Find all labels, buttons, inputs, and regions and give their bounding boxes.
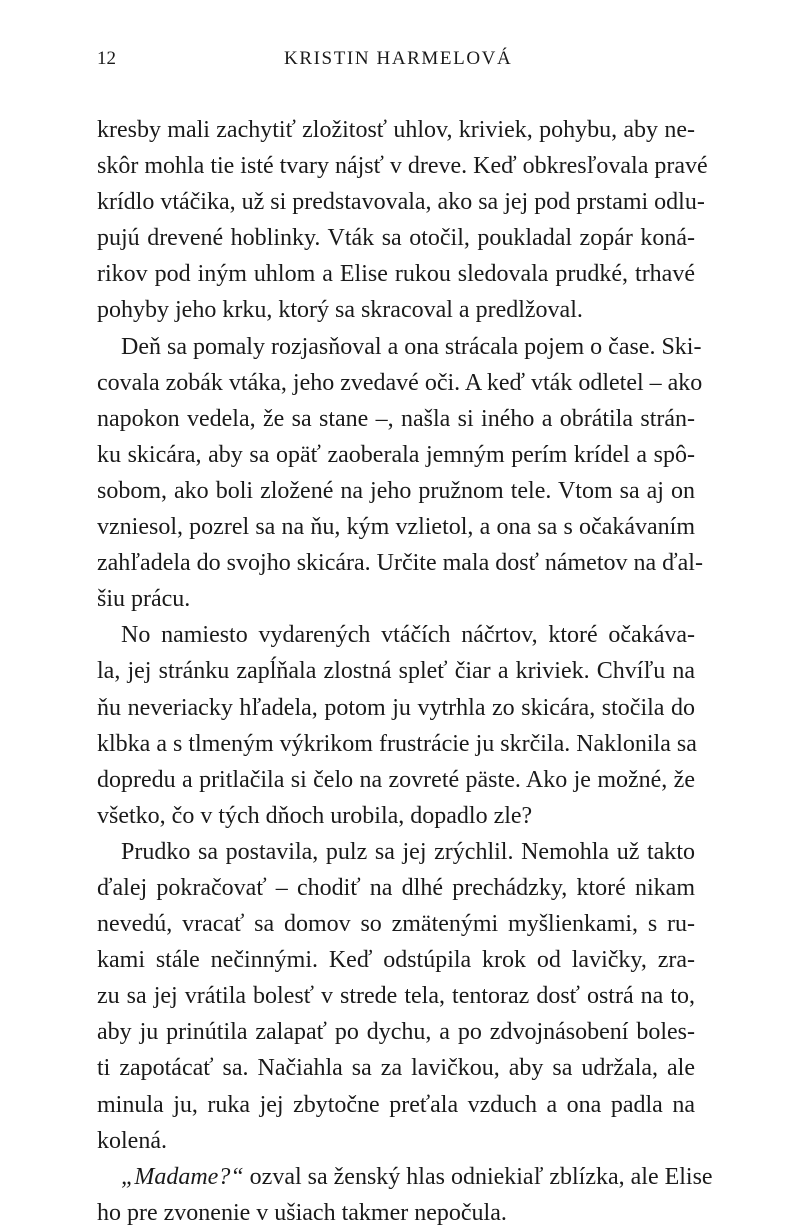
- running-head-author: KRISTIN HARMELOVÁ: [284, 48, 513, 69]
- text-line: šiu prácu.: [97, 586, 191, 613]
- dialogue-italic: „Madame?“: [121, 1163, 244, 1190]
- text-line: krídlo vtáčika, už si predstavovala, ako sa jej pod prstami odlu-: [97, 189, 705, 216]
- text-line: vzniesol, pozrel sa na ňu, kým vzlietol, a ona sa s očakávaním: [97, 514, 695, 541]
- running-head: [97, 44, 695, 74]
- text-line: rikov pod iným uhlom a Elise rukou sledovala prudké, trhavé: [97, 261, 695, 288]
- text-line: ňu neveriacky hľadela, potom ju vytrhla zo skicára, stočila do: [97, 694, 695, 721]
- text-line: zu sa jej vrátila bolesť v strede tela, tentoraz dosť ostrá na to,: [97, 983, 695, 1010]
- text-line: minula ju, ruka jej zbytočne preťala vzduch a ona padla na: [97, 1091, 695, 1118]
- text-line: Deň sa pomaly rozjasňoval a ona strácala pojem o čase. Ski-: [121, 333, 702, 360]
- text-line: všetko, čo v tých dňoch urobila, dopadlo zle?: [97, 802, 533, 829]
- text-line: dopredu a pritlačila si čelo na zovreté päste. Ako je možné, že: [97, 766, 695, 793]
- dialogue-narration: ozval sa ženský hlas odniekiaľ zblízka, ale Elise: [243, 1163, 713, 1190]
- text-line: Prudko sa postavila, pulz sa jej zrýchlil. Nemohla už takto: [121, 838, 695, 865]
- text-line: ku skicára, aby sa opäť zaoberala jemným perím krídel a spô-: [97, 441, 695, 468]
- text-line: pujú drevené hoblinky. Vták sa otočil, poukladal zopár koná-: [97, 225, 695, 252]
- text-line: klbka a s tlmeným výkrikom frustrácie ju skrčila. Naklonila sa: [97, 730, 697, 757]
- text-line: kami stále nečinnými. Keď odstúpila krok od lavičky, zra-: [97, 947, 695, 974]
- text-line: No namiesto vydarených vtáčích náčrtov, ktoré očakáva-: [121, 622, 695, 649]
- paragraph-5: [97, 1159, 713, 1231]
- paragraph-4: [97, 834, 695, 1159]
- text-line: sobom, ako boli zložené na jeho pružnom tele. Vtom sa aj on: [97, 477, 695, 504]
- text-line: zahľadela do svojho skicára. Určite mala dosť námetov na ďal-: [97, 550, 703, 577]
- paragraph-1: [97, 112, 708, 329]
- text-line: aby ju prinútila zalapať po dychu, a po zdvojnásobení boles-: [97, 1019, 695, 1046]
- text-line: covala zobák vtáka, jeho zvedavé oči. A keď vták odletel – ako: [97, 369, 703, 396]
- body-text: [97, 112, 713, 1231]
- paragraph-2: [97, 329, 703, 618]
- text-line: ti zapotácať sa. Načiahla sa za lavičkou, aby sa udržala, ale: [97, 1055, 695, 1082]
- text-line: ďalej pokračovať – chodiť na dlhé prechádzky, ktoré nikam: [97, 874, 695, 901]
- text-line: [97, 1159, 713, 1195]
- paragraph-3: [97, 617, 695, 834]
- text-line: ho pre zvonenie v ušiach takmer nepočula.: [97, 1199, 507, 1226]
- text-line: kolená.: [97, 1127, 167, 1154]
- text-line: skôr mohla tie isté tvary nájsť v dreve. Keď obkresľovala pravé: [97, 153, 708, 180]
- text-line: kresby mali zachytiť zložitosť uhlov, kriviek, pohybu, aby ne-: [97, 117, 695, 143]
- text-line: nevedú, vracať sa domov so zmätenými myšlienkami, s ru-: [97, 911, 695, 938]
- page-number: 12: [97, 48, 116, 69]
- text-line: pohyby jeho krku, ktorý sa skracoval a predlžoval.: [97, 297, 583, 324]
- text-line: napokon vedela, že sa stane –, našla si iného a obrátila strán-: [97, 405, 695, 432]
- text-line: la, jej stránku zapĺňala zlostná spleť čiar a kriviek. Chvíľu na: [97, 658, 695, 685]
